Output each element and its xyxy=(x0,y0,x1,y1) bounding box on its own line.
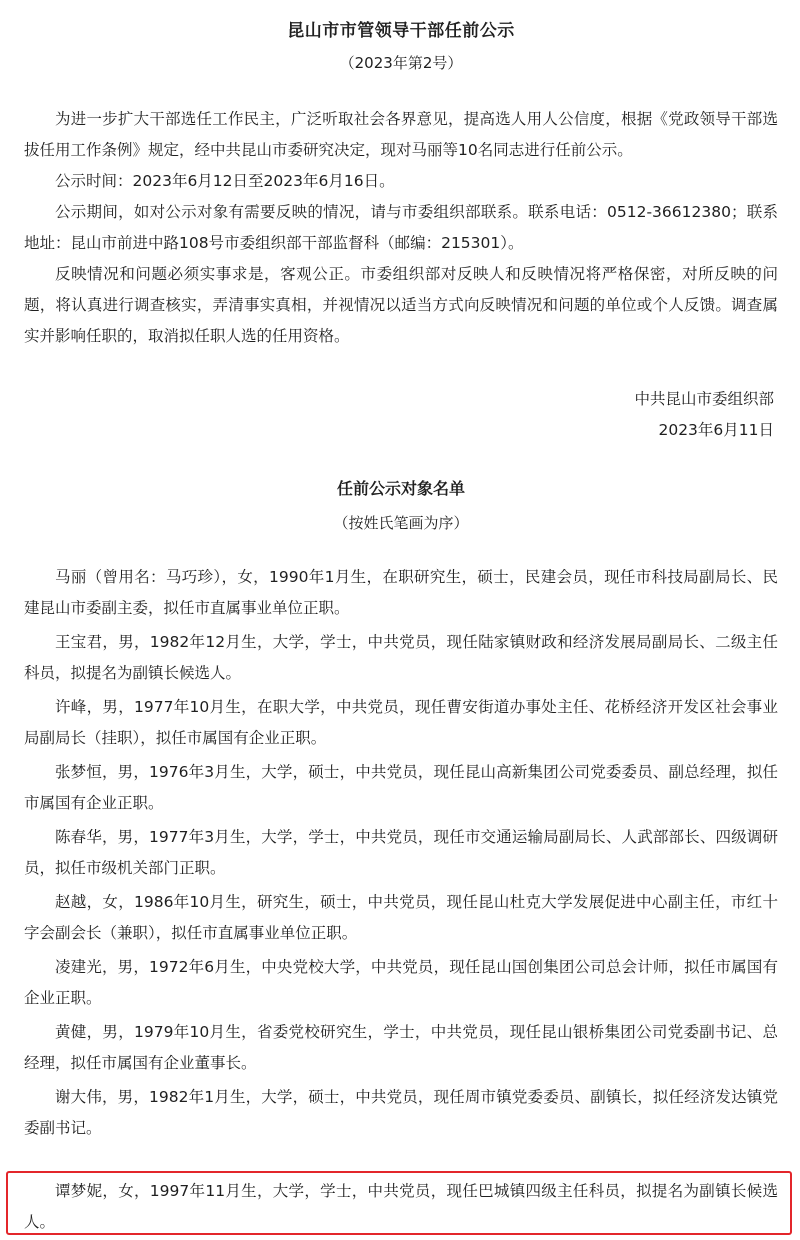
intro-paragraph-period: 公示时间：2023年6月12日至2023年6月16日。 xyxy=(55,172,395,190)
signature-block xyxy=(24,384,778,446)
signature-date: 2023年6月11日 xyxy=(658,421,774,439)
intro-paragraph-contact: 公示期间，如对公示对象有需要反映的情况，请与市委组织部联系。联系电话：0512-36612380；联系地址：昆山市前进中路108号市委组织部干部监督科（邮编：215301）。 xyxy=(24,203,778,252)
list-item: 张梦恒，男，1976年3月生，大学，硕士，中共党员，现任昆山高新集团公司党委委员、副总经理，拟任市属国有企业正职。 xyxy=(24,763,778,812)
intro-section xyxy=(24,104,778,352)
list-item: 马丽（曾用名：马巧珍），女，1990年1月生，在职研究生，硕士，民建会员，现任市科技局副局长、民建昆山市委副主委，拟任市直属事业单位正职。 xyxy=(24,568,778,617)
list-title: 任前公示对象名单 xyxy=(336,479,465,498)
document-number: （2023年第2号） xyxy=(339,54,463,72)
list-item: 陈春华，男，1977年3月生，大学，学士，中共党员，现任市交通运输局副局长、人武部部长、四级调研员，拟任市级机关部门正职。 xyxy=(24,828,778,877)
page-title: 昆山市市管领导干部任前公示 xyxy=(287,21,515,41)
list-item: 王宝君，男，1982年12月生，大学，学士，中共党员，现任陆家镇财政和经济发展局副局长、二级主任科员，拟提名为副镇长候选人。 xyxy=(24,633,778,682)
list-item: 赵越，女，1986年10月生，研究生，硕士，中共党员，现任昆山杜克大学发展促进中心副主任，市红十字会副会长（兼职），拟任市直属事业单位正职。 xyxy=(24,893,778,942)
list-subtitle: （按姓氏笔画为序） xyxy=(333,514,469,532)
list-item-highlighted: 谭梦妮，女，1997年11月生，大学，学士，中共党员，现任巴城镇四级主任科员，拟提名为副镇长候选人。 xyxy=(24,1182,778,1231)
list-item: 黄健，男，1979年10月生，省委党校研究生，学士，中共党员，现任昆山银桥集团公司党委副书记、总经理，拟任市属国有企业董事长。 xyxy=(24,1023,778,1072)
list-item: 许峰，男，1977年10月生，在职大学，中共党员，现任曹安街道办事处主任、花桥经济开发区社会事业局副局长（挂职），拟任市属国有企业正职。 xyxy=(24,698,778,747)
list-item: 谢大伟，男，1982年1月生，大学，硕士，中共党员，现任周市镇党委委员、副镇长，拟任经济发达镇党委副书记。 xyxy=(24,1088,778,1137)
intro-paragraph-rules: 反映情况和问题必须实事求是，客观公正。市委组织部对反映人和反映情况将严格保密，对所反映的问题，将认真进行调查核实，弄清事实真相，并视情况以适当方式向反映情况和问题的单位或个人反馈。调查属实并影响任职的，取消拟任职人选的任用资格。 xyxy=(24,265,778,345)
candidate-list xyxy=(24,562,778,1144)
signature-org: 中共昆山市委组织部 xyxy=(634,390,774,408)
list-item: 凌建光，男，1972年6月生，中央党校大学，中共党员，现任昆山国创集团公司总会计师，拟任市属国有企业正职。 xyxy=(24,958,778,1007)
intro-paragraph-purpose: 为进一步扩大干部选任工作民主，广泛听取社会各界意见，提高选人用人公信度，根据《党政领导干部选拔任用工作条例》规定，经中共昆山市委研究决定，现对马丽等10名同志进行任前公示。 xyxy=(24,110,778,159)
